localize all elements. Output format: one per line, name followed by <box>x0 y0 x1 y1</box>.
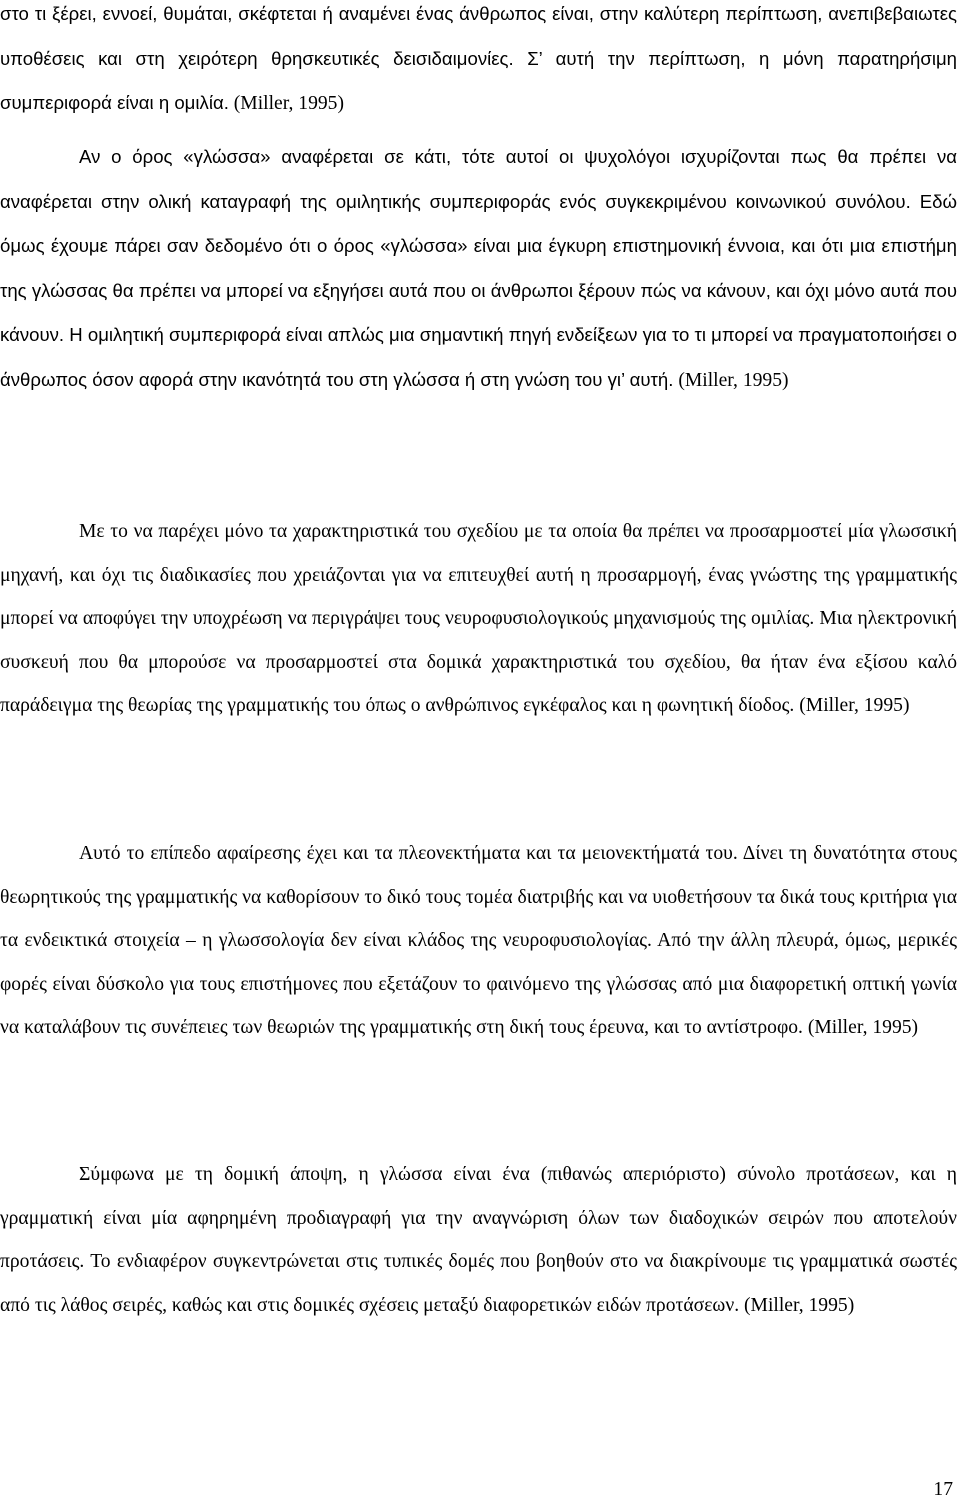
paragraph-3 <box>0 832 957 1050</box>
paragraph-3-text: Αυτό το επίπεδο αφαίρεσης έχει και τα πλεονεκτήματα και τα μειονεκτήματά του. Δίνει τη δυνατότητα στους θεωρητικούς της γραμματικής να καθορίσουν το δικό τους τομέα διατριβής και να υιοθετήσουν τα δικά τους κριτήρια για τα ενδεικτικά στοιχεία – η γλωσσολογία δεν είναι κλάδος της νευροφυσιολογίας. Από την άλλη πλευρά, όμως, μερικές φορές είναι δύσκολο για τους επιστήμονες που εξετάζουν το φαινόμενο της γλώσσας από μια διαφορετική οπτική γωνία να καταλάβουν τις συνέπειες των θεωριών της γραμματικής στη δική τους έρευνα, και το αντίστροφο. <box>0 843 957 1039</box>
paragraph-4-citation: (Miller, 1995) <box>739 1294 855 1316</box>
paragraph-1-citation: (Miller, 1995) <box>673 369 789 391</box>
paragraph-0 <box>0 0 957 126</box>
paragraph-3-block <box>0 832 957 1050</box>
paragraph-2 <box>0 510 957 728</box>
paragraph-2-text: Με το να παρέχει μόνο τα χαρακτηριστικά του σχεδίου με τα οποία θα πρέπει να προσαρμοστεί μία γλωσσική μηχανή, και όχι τις διαδικασίες που χρειάζονται για να επιτευχθεί αυτή η προσαρμογή, ένας γνώστης της γραμματικής μπορεί να αποφύγει την υποχρέωση να περιγράψει τους νευροφυσιολογικούς μηχανισμούς της ομιλίας. Μια ηλεκτρονική συσκευή που θα μπορούσε να προσαρμοστεί στα δομικά χαρακτηριστικά του σχεδίου, θα ήταν ένα εξίσου καλό παράδειγμα της θεωρίας της γραμματικής του όπως ο ανθρώπινος εγκέφαλος και η φωνητική δίοδος. <box>0 521 957 717</box>
paragraph-1-block <box>0 135 957 402</box>
paragraph-1-text: Αν ο όρος «γλώσσα» αναφέρεται σε κάτι, τότε αυτοί οι ψυχολόγοι ισχυρίζονται πως θα πρέπει να αναφέρεται στην ολική καταγραφή της ομιλητικής συμπεριφοράς ενός συγκεκριμένου κοινωνικού συνόλου. Εδώ όμως έχουμε πάρει σαν δεδομένο ότι ο όρος «γλώσσα» είναι μια έγκυρη επιστημονική έννοια, και ότι μια επιστήμη της γλώσσας θα πρέπει να μπορεί να εξηγήσει αυτά που οι άνθρωποι ξέρουν πώς να κάνουν, και όχι μόνο αυτά που κάνουν. Η ομιλητική συμπεριφορά είναι απλώς μια σημαντική πηγή ενδείξεων για το τι μπορεί να πραγματοποιήσει ο άνθρωπος όσον αφορά στην ικανότητά του στη γλώσσα ή στη γνώση του γι’ αυτή. <box>0 146 957 390</box>
page-number: 17 <box>933 1479 953 1500</box>
paragraph-3-citation: (Miller, 1995) <box>802 1017 919 1039</box>
paragraph-2-block <box>0 510 957 728</box>
paragraph-continued <box>0 0 957 126</box>
paragraph-0-text: στο τι ξέρει, εννοεί, θυμάται, σκέφτεται ή αναμένει ένας άνθρωπος είναι, στην καλύτερη περίπτωση, ανεπιβεβαιωτες υποθέσεις και στη χειρότερη θρησκευτικές δεισιδαιμονίες. Σ’ αυτή την περίπτωση, η μόνη παρατηρήσιμη συμπεριφορά είναι η ομιλία. <box>0 3 957 114</box>
paragraph-4-text: Σύμφωνα με τη δομική άποψη, η γλώσσα είναι ένα (πιθανώς απεριόριστο) σύνολο προτάσεων, και η γραμματική είναι μία αφηρημένη προδιαγραφή για την αναγνώριση όλων των διαδοχικών σειρών που αποτελούν προτάσεις. Το ενδιαφέρον συγκεντρώνεται στις τυπικές δομές που βοηθούν στο να διακρίνουμε τις γραμματικά σωστές από τις λάθος σειρές, καθώς και στις δομικές σχέσεις μεταξύ διαφορετικών ειδών προτάσεων. <box>0 1164 957 1316</box>
paragraph-1 <box>0 135 957 402</box>
paragraph-4 <box>0 1153 957 1327</box>
paragraph-4-block <box>0 1153 957 1327</box>
paragraph-2-citation: (Miller, 1995) <box>794 695 910 717</box>
paragraph-0-citation: (Miller, 1995) <box>228 93 344 115</box>
